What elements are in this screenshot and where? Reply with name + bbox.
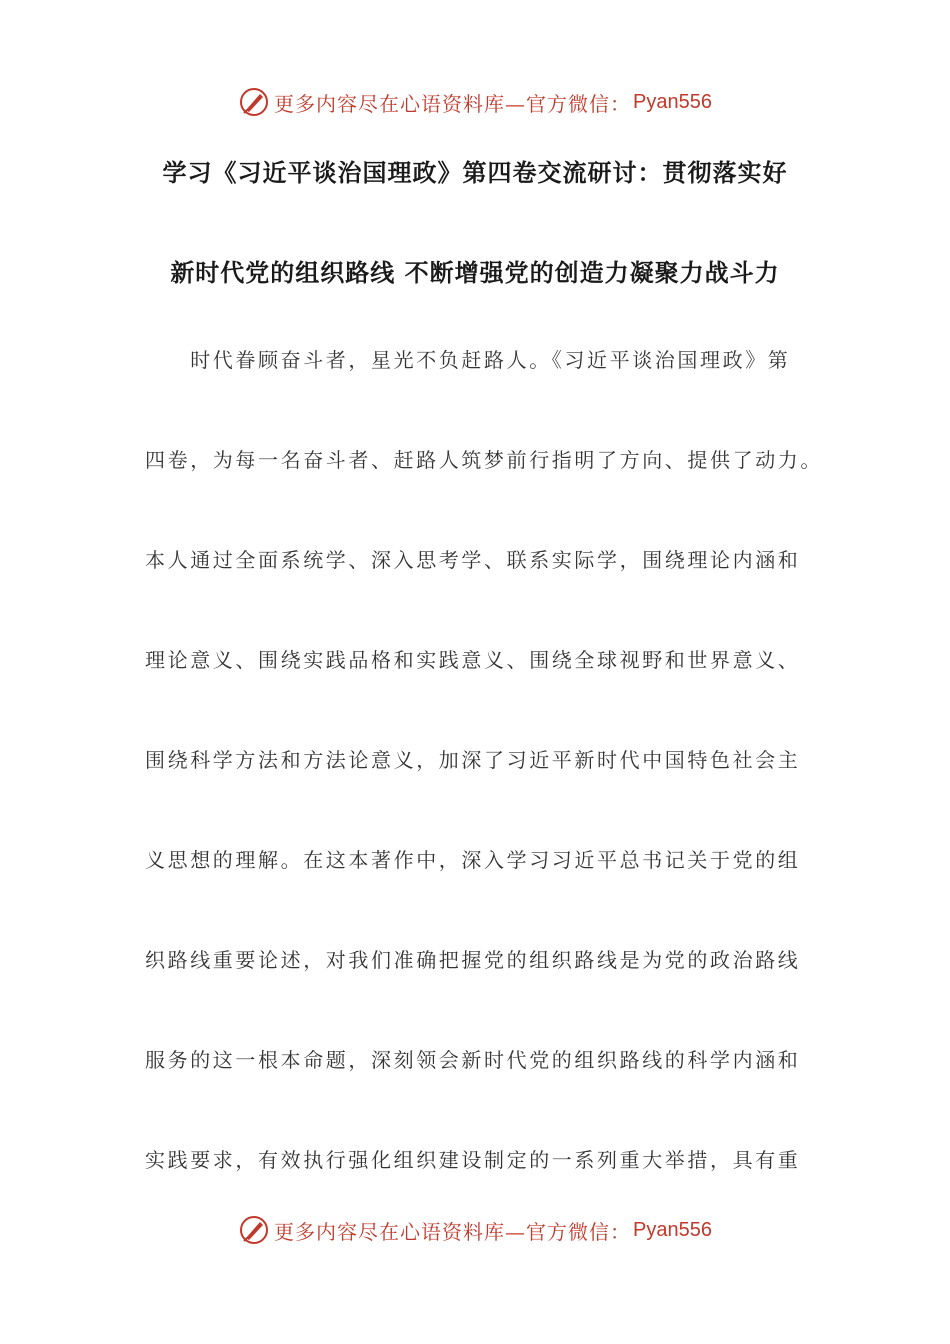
header-banner <box>0 82 950 122</box>
body-line-3: 本人通过全面系统学、深入思考学、联系实际学，围绕理论内涵和 <box>145 548 801 572</box>
body-line-8: 服务的这一根本命题，深刻领会新时代党的组织路线的科学内涵和 <box>145 1048 801 1072</box>
body-line-4: 理论意义、围绕实践品格和实践意义、围绕全球视野和世界意义、 <box>145 648 801 672</box>
banner-wechat-id: Pyan556 <box>633 90 712 113</box>
quill-pen-logo-icon <box>238 86 270 118</box>
banner-wechat-id: Pyan556 <box>633 1218 712 1241</box>
body-line-2: 四卷，为每一名奋斗者、赶路人筑梦前行指明了方向、提供了动力。 <box>145 448 823 472</box>
document-title-line-1: 学习《习近平谈治国理政》第四卷交流研讨：贯彻落实好 <box>162 159 788 187</box>
quill-pen-logo-icon <box>238 1214 270 1246</box>
footer-banner <box>0 1210 950 1250</box>
body-line-1: 时代眷顾奋斗者，星光不负赶路人。《习近平谈治国理政》第 <box>145 348 791 372</box>
banner-text: 更多内容尽在心语资料库—官方微信： <box>274 91 632 116</box>
body-line-6: 义思想的理解。在这本著作中，深入学习习近平总书记关于党的组 <box>145 848 801 872</box>
document-title-line-2: 新时代党的组织路线 不断增强党的创造力凝聚力战斗力 <box>170 259 780 287</box>
banner-text: 更多内容尽在心语资料库—官方微信： <box>274 1219 632 1244</box>
body-line-9: 实践要求，有效执行强化组织建设制定的一系列重大举措，具有重 <box>145 1148 801 1172</box>
body-line-7: 织路线重要论述，对我们准确把握党的组织路线是为党的政治路线 <box>145 948 801 972</box>
body-line-5: 围绕科学方法和方法论意义，加深了习近平新时代中国特色社会主 <box>145 748 801 772</box>
